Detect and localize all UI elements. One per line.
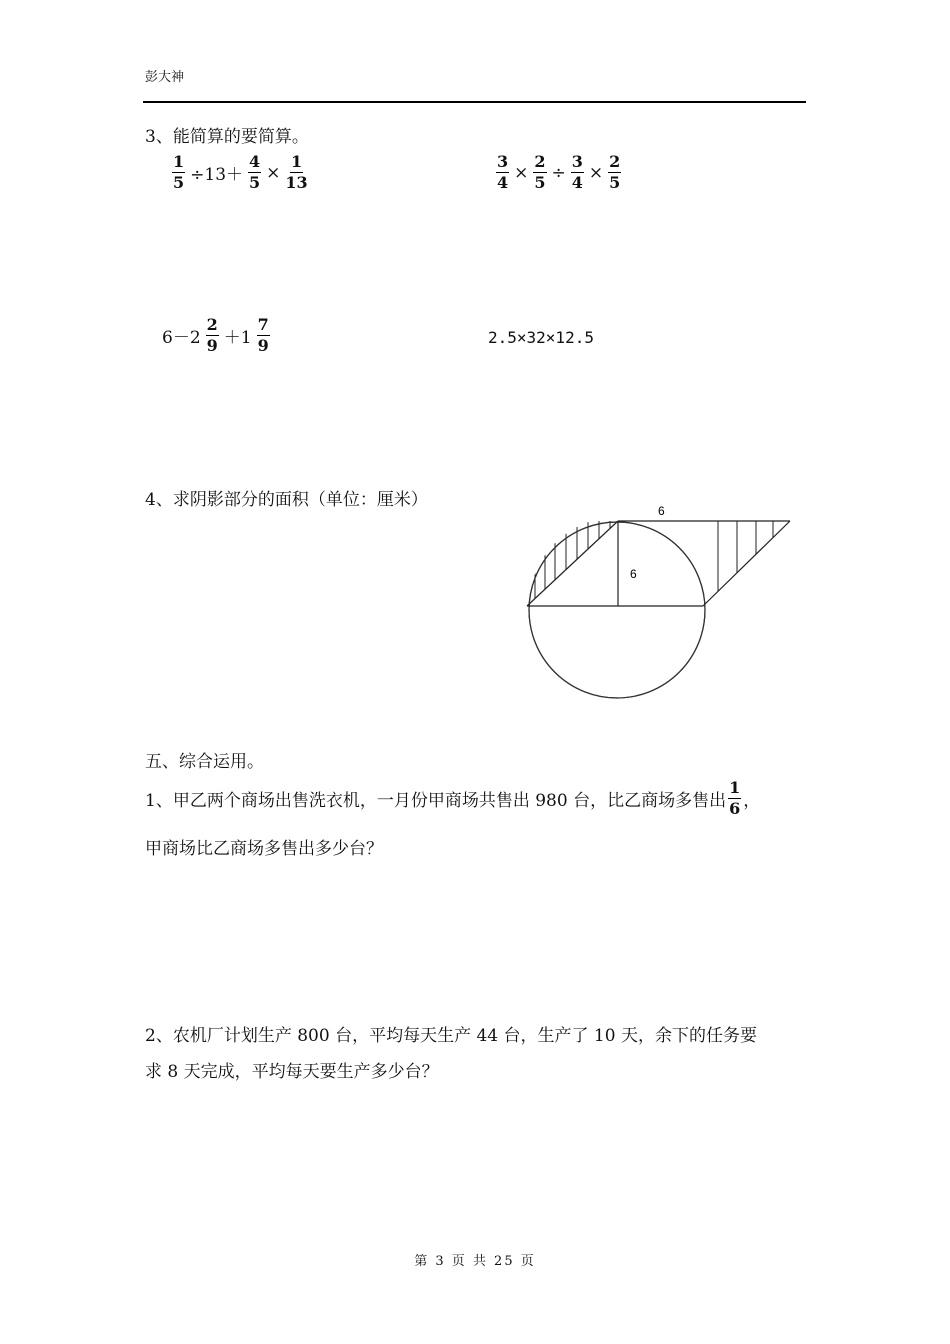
expression-4: 2.5×32×12.5: [488, 328, 594, 347]
top-length-label: 6: [658, 504, 665, 518]
fraction: $\frac{2}{9}$: [206, 315, 218, 355]
right-diagonal: [703, 521, 790, 606]
right-hatching: [663, 521, 773, 606]
question-1-punct: ，: [743, 791, 761, 811]
operator: ×: [514, 162, 529, 183]
fraction: $\frac{3}{4}$: [497, 152, 509, 192]
question-2-line1: 2、农机厂计划生产 800 台，平均每天生产 44 台，生产了 10 天，余下的任务要: [145, 1026, 757, 1046]
header-rule: [143, 101, 806, 103]
header-author: 彭大神: [145, 70, 185, 85]
question-1-line1: [145, 780, 760, 817]
section3-title: 3、能简算的要简算。: [145, 127, 309, 147]
shaded-area-figure: [518, 500, 803, 705]
question-1-text: 1、甲乙两个商场出售洗衣机，一月份甲商场共售出 980 台，比乙商场多售出: [145, 791, 727, 811]
fraction: $\frac{1}{13}$: [285, 152, 308, 192]
expression-3: [162, 317, 272, 354]
fraction: $\frac{4}{5}$: [249, 152, 261, 192]
fraction: $\frac{7}{9}$: [257, 315, 269, 355]
part5-title: 五、综合运用。: [145, 752, 264, 772]
fraction: $\frac{1}{6}$: [729, 778, 741, 818]
expression-2: [494, 154, 623, 191]
fraction: $\frac{1}{5}$: [173, 152, 185, 192]
fraction: $\frac{3}{4}$: [571, 152, 583, 192]
operator: ÷13＋: [190, 165, 244, 185]
expression-1: [170, 154, 310, 191]
operator: ×: [588, 162, 604, 183]
operator: ＋1: [223, 328, 252, 348]
operator: ×: [266, 162, 281, 183]
operator: ÷: [551, 162, 566, 183]
operator: 6－2: [162, 328, 201, 348]
height-length-label: 6: [630, 567, 637, 581]
left-hatching: [535, 500, 610, 606]
section4-title: 4、求阴影部分的面积（单位：厘米）: [145, 490, 428, 510]
page-number: 第 3 页 共 25 页: [414, 1254, 536, 1269]
question-1-line2: 甲商场比乙商场多售出多少台？: [145, 839, 383, 859]
question-2-line2: 求 8 天完成，平均每天要生产多少台？: [145, 1062, 439, 1082]
fraction: $\frac{2}{5}$: [534, 152, 546, 192]
fraction: $\frac{2}{5}$: [609, 152, 621, 192]
